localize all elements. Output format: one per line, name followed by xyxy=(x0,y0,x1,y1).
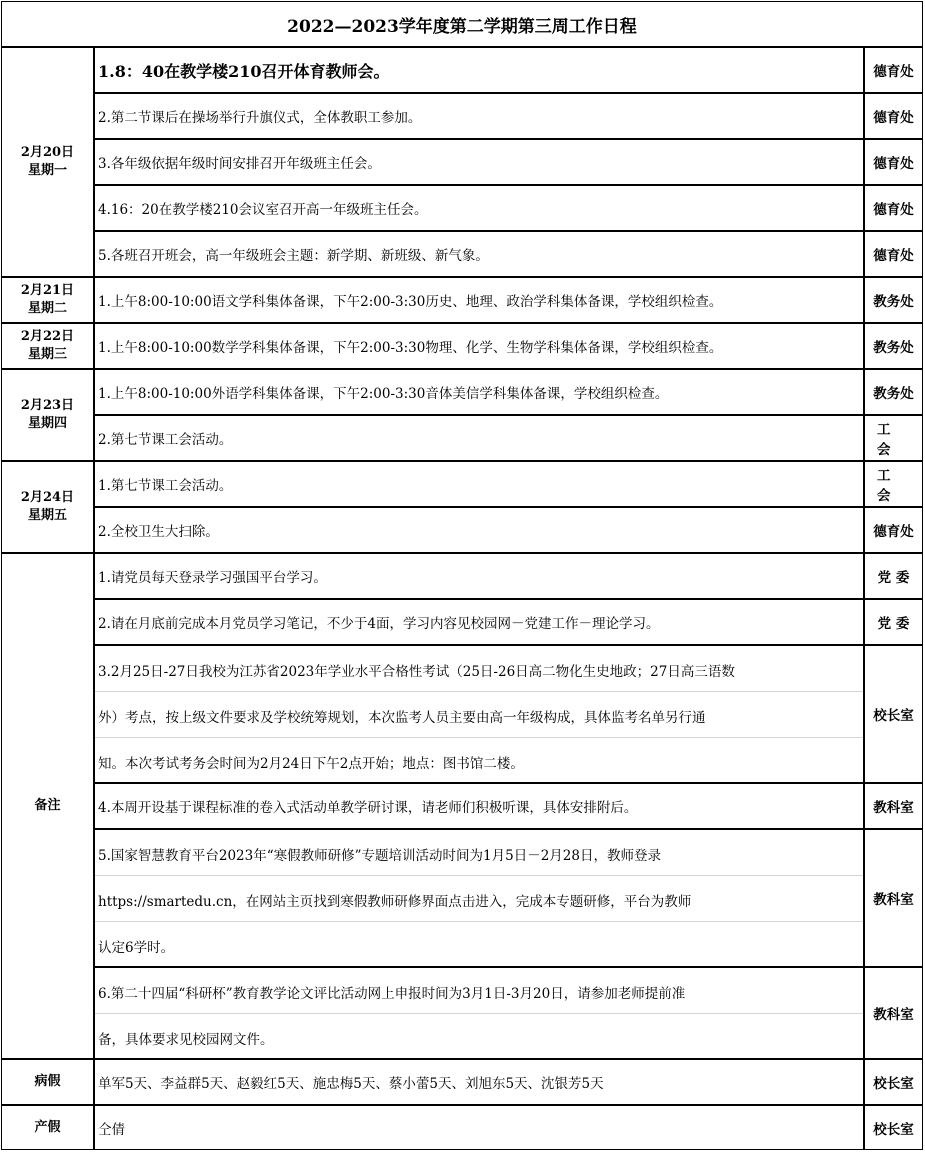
dept-cell: 教科室 xyxy=(864,829,923,967)
note-line: 备，具体要求见校园网文件。 xyxy=(98,1032,274,1048)
dept-cell: 党 委 xyxy=(864,553,923,599)
dept-cell: 党 委 xyxy=(864,599,923,645)
day-weekday: 星期二 xyxy=(27,301,67,316)
day-weekday: 星期一 xyxy=(27,163,67,178)
schedule-item: 2.全校卫生大扫除。 xyxy=(94,507,864,553)
day-weekday: 星期五 xyxy=(27,508,67,523)
schedule-item: 1.上午8:00-10:00数学学科集体备课，下午2:00-3:30物理、化学、生物学科集体备课，学校组织检查。 xyxy=(94,323,864,369)
note-line: 知。本次考试考务会时间为2月24日下午2点开始；地点：图书馆二楼。 xyxy=(98,756,524,772)
schedule-item: 2.第二节课后在操场举行升旗仪式，全体教职工参加。 xyxy=(94,93,864,139)
dept-cell: 德育处 xyxy=(864,93,923,139)
day-date: 2月22日 xyxy=(20,329,75,344)
dept-cell: 工 会 xyxy=(864,415,923,461)
day-cell-tuesday xyxy=(1,277,94,323)
note-item: 1.请党员每天登录学习强国平台学习。 xyxy=(94,553,864,599)
day-cell-wednesday xyxy=(1,323,94,369)
dept-cell: 德育处 xyxy=(864,185,923,231)
day-weekday: 星期四 xyxy=(27,416,67,431)
schedule-item: 1.上午8:00-10:00外语学科集体备课，下午2:00-3:30音体美信学科集体备课，学校组织检查。 xyxy=(94,369,864,415)
dept-cell: 校长室 xyxy=(864,1059,923,1105)
schedule-sheet xyxy=(1,1,923,1150)
schedule-item: 4.16：20在教学楼210会议室召开高一年级班主任会。 xyxy=(94,185,864,231)
note-line: 认定6学时。 xyxy=(98,940,175,956)
day-date: 2月21日 xyxy=(20,283,75,298)
line-divider xyxy=(95,737,863,738)
dept-cell: 教科室 xyxy=(864,783,923,829)
schedule-item: 1.8：40在教学楼210召开体育教师会。 xyxy=(94,47,864,93)
note-line: 3.2月25日-27日我校为江苏省2023年学业水平合格性考试（25日-26日高二物化生史地政；27日高三语数 xyxy=(98,664,735,680)
dept-cell: 校长室 xyxy=(864,1105,923,1150)
schedule-item: 2.第七节课工会活动。 xyxy=(94,415,864,461)
maternity-leave-label: 产假 xyxy=(1,1105,94,1150)
notes-label-text: 备注 xyxy=(34,798,61,813)
sick-leave-list: 单军5天、李益群5天、赵毅红5天、施忠梅5天、蔡小蕾5天、刘旭东5天、沈银芳5天 xyxy=(94,1059,864,1105)
notes-label xyxy=(1,553,94,1059)
line-divider xyxy=(95,921,863,922)
dept-cell: 教务处 xyxy=(864,323,923,369)
dept-cell: 德育处 xyxy=(864,139,923,185)
note-line: https://smartedu.cn，在网站主页找到寒假教师研修界面点击进入，完成本专题研修，平台为教师 xyxy=(98,894,692,910)
schedule-item: 5.各班召开班会，高一年级班会主题：新学期、新班级、新气象。 xyxy=(94,231,864,277)
day-weekday: 星期三 xyxy=(27,347,67,362)
note-item xyxy=(94,967,864,1059)
line-divider xyxy=(95,1013,863,1014)
page-title: 2022—2023学年度第二学期第三周工作日程 xyxy=(1,1,923,47)
note-item xyxy=(94,829,864,967)
dept-cell: 教科室 xyxy=(864,967,923,1059)
note-line: 5.国家智慧教育平台2023年“寒假教师研修”专题培训活动时间为1月5日－2月28日，教师登录 xyxy=(98,848,661,864)
schedule-item: 1.第七节课工会活动。 xyxy=(94,461,864,507)
schedule-item: 3.各年级依据年级时间安排召开年级班主任会。 xyxy=(94,139,864,185)
note-item xyxy=(94,645,864,783)
dept-cell: 工 会 xyxy=(864,461,923,507)
line-divider xyxy=(95,691,863,692)
dept-cell: 教务处 xyxy=(864,277,923,323)
schedule-item: 1.上午8:00-10:00语文学科集体备课，下午2:00-3:30历史、地理、政治学科集体备课，学校组织检查。 xyxy=(94,277,864,323)
dept-cell: 德育处 xyxy=(864,231,923,277)
day-date: 2月20日 xyxy=(20,145,75,160)
note-item: 4.本周开设基于课程标准的卷入式活动单教学研讨课，请老师们积极听课，具体安排附后。 xyxy=(94,783,864,829)
maternity-leave-list: 仝倩 xyxy=(94,1105,864,1150)
sick-leave-label: 病假 xyxy=(1,1059,94,1105)
day-date: 2月23日 xyxy=(20,398,75,413)
day-date: 2月24日 xyxy=(20,490,75,505)
dept-cell: 德育处 xyxy=(864,507,923,553)
day-cell-monday xyxy=(1,47,94,277)
day-cell-friday xyxy=(1,461,94,553)
dept-cell: 教务处 xyxy=(864,369,923,415)
note-line: 外）考点，按上级文件要求及学校统筹规划，本次监考人员主要由高一年级构成，具体监考名单另行通 xyxy=(98,710,706,726)
note-item: 2.请在月底前完成本月党员学习笔记，不少于4面，学习内容见校园网－党建工作－理论学习。 xyxy=(94,599,864,645)
day-cell-thursday xyxy=(1,369,94,461)
dept-cell: 德育处 xyxy=(864,47,923,93)
line-divider xyxy=(95,875,863,876)
dept-cell: 校长室 xyxy=(864,645,923,783)
note-line: 6.第二十四届“科研杯”教育教学论文评比活动网上申报时间为3月1日-3月20日，请参加老师提前准 xyxy=(98,986,686,1002)
